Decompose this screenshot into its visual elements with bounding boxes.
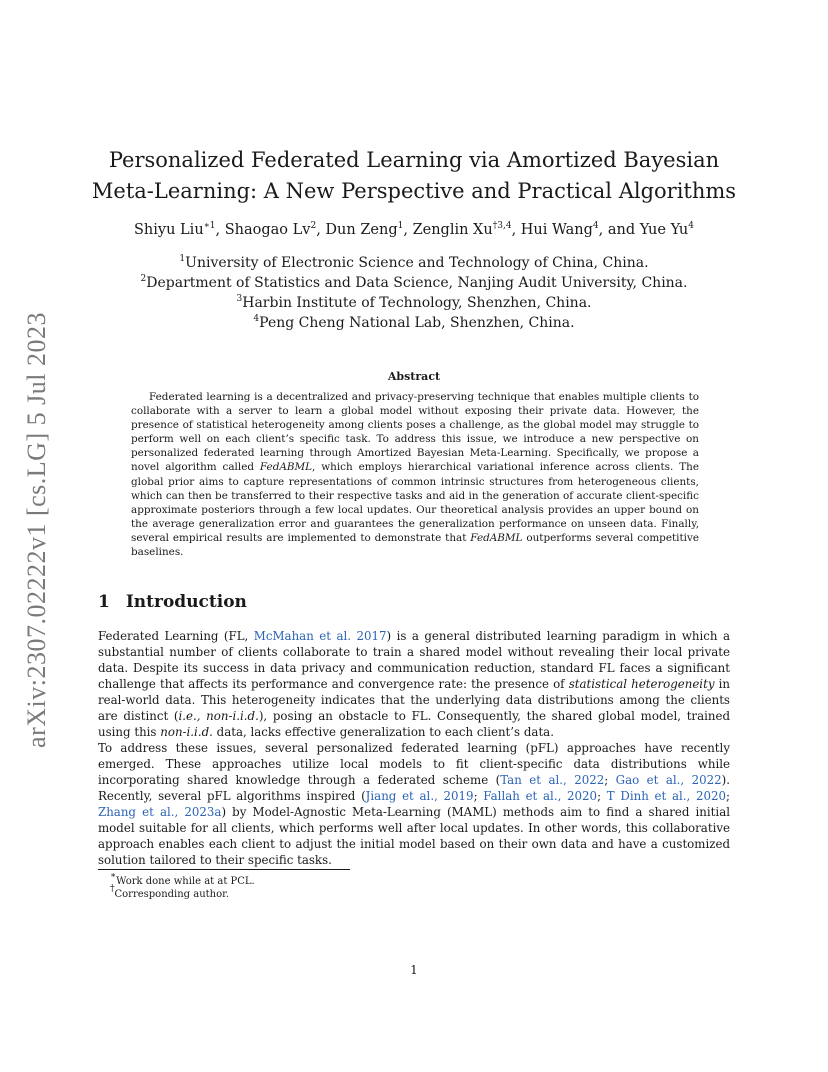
paper-title <box>90 145 738 207</box>
citation-link[interactable]: Tan et al., 2022 <box>500 773 605 787</box>
author: Hui Wang$^4$, and <box>520 221 640 238</box>
intro-paragraph-2: To address these issues, several personalized federated learning (pFL) approaches have recently emerged. These approaches utilize local models to fit client-specific data distributions while incorporating shared knowledge through a federated scheme (Tan et al., 2022; Gao et al., 2022). Recently, several pFL algorithms inspired (Jiang et al., 2019; Fallah et al., 2020; T Dinh et al., 2020; Zhang et al., 2023a) by Model-Agnostic Meta-Learning (MAML) methods aim to find a shared initial model suitable for all clients, which performs well after local updates. In other words, this collaborative approach enables each client to adjust the initial model based on their own data and have a customized solution tailored to their specific tasks. <box>98 741 731 867</box>
author: Yue Yu$^4$ <box>639 221 694 238</box>
section-number: 1 <box>98 592 110 612</box>
abstract-heading: Abstract <box>387 370 441 383</box>
citation-link[interactable]: Jiang et al., 2019 <box>365 789 474 803</box>
title-line-2: Meta-Learning: A New Perspective and Practical Algorithms <box>91 179 737 203</box>
affiliation-list <box>90 253 738 333</box>
citation-link[interactable]: Zhang et al., 2023a <box>98 805 222 819</box>
author-list <box>90 219 738 241</box>
affiliation: $^3$Harbin Institute of Technology, Shenzhen, China. <box>236 294 592 311</box>
affiliation: $^4$Peng Cheng National Lab, Shenzhen, China. <box>253 314 575 331</box>
section-heading <box>98 592 247 612</box>
title-line-1: Personalized Federated Learning via Amortized Bayesian <box>108 148 720 172</box>
footnote: ∗Work done while at at PCL. <box>110 871 255 887</box>
citation-link[interactable]: Fallah et al., 2020 <box>483 789 598 803</box>
intro-paragraph-1: Federated Learning (FL, McMahan et al. 2017) is a general distributed learning paradigm in which a substantial number of clients collaborate to train a shared model without revealing their local private data. Despite its success in data privacy and communication reduction, standard FL faces a significant challenge that affects its performance and convergence rate: the presence of statistical heterogeneity in real-world data. This heterogeneity indicates that the underlying data distributions among the clients are distinct (i.e., non-i.i.d.), posing an obstacle to FL. Consequently, the shared global model, trained using this non-i.i.d. data, lacks effective generalization to each client’s data. <box>98 629 731 739</box>
arxiv-identifier <box>22 302 52 757</box>
page-number: 1 <box>410 963 418 977</box>
affiliation: $^1$University of Electronic Science and Technology of China, China. <box>179 254 649 271</box>
footnote: †Corresponding author. <box>110 884 230 900</box>
footnote-divider <box>98 869 350 870</box>
citation-link[interactable]: T Dinh et al., 2020 <box>606 789 726 803</box>
arxiv-id-text: arXiv:2307.02222v1 [cs.LG] 5 Jul 2023 <box>22 311 51 748</box>
author: Shaogao Lv$^2$, <box>224 221 326 238</box>
author: Zenglin Xu$^{\dagger 3,4}$, <box>412 221 521 238</box>
section-title: Introduction <box>125 592 247 612</box>
citation-link[interactable]: McMahan et al. 2017 <box>253 629 387 643</box>
citation-link[interactable]: Gao et al., 2022 <box>615 773 722 787</box>
affiliation: $^2$Department of Statistics and Data Science, Nanjing Audit University, China. <box>140 274 688 291</box>
author: Dun Zeng$^1$, <box>325 221 413 238</box>
author: Shiyu Liu$^{∗1}$, <box>134 221 225 238</box>
abstract-body: Federated learning is a decentralized and privacy-preserving technique that enables multiple clients to collaborate with a server to learn a global model without exposing their private data. However, the presence of statistical heterogeneity among clients poses a challenge, as the global model may struggle to perform well on each client’s specific task. To address this issue, we introduce a new perspective on personalized federated learning through Amortized Bayesian Meta-Learning. Specifically, we propose a novel algorithm called FedABML, which employs hierarchical variational inference across clients. The global prior aims to capture representations of common intrinsic structures from heterogeneous clients, which can then be transferred to their respective tasks and aid in the generation of accurate client-specific approximate posteriors through a few local updates. Our theoretical analysis provides an upper bound on the average generalization error and guarantees the generalization performance on unseen data. Finally, several empirical results are implemented to demonstrate that FedABML outperforms several competitive baselines. <box>131 391 699 559</box>
